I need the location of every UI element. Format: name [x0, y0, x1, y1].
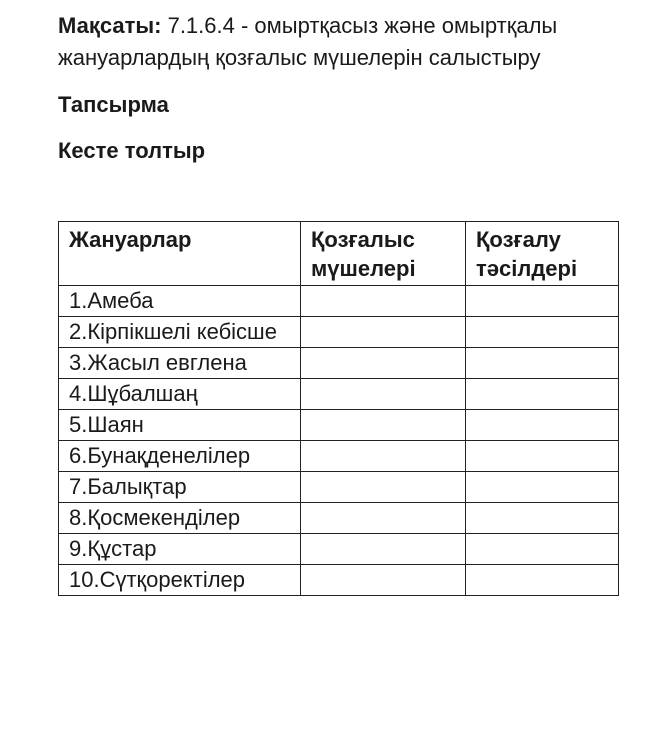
table-row: [59, 317, 619, 348]
animal-name: 9.Құстар: [59, 534, 301, 565]
table-row: [59, 348, 619, 379]
lesson-goal: [58, 10, 638, 74]
goal-text: 7.1.6.4 - омыртқасыз және омыртқалы жануарлардың қозғалыс мүшелерін салыстыру: [58, 13, 558, 70]
goal-label: Мақсаты:: [58, 13, 162, 38]
table-row: [59, 503, 619, 534]
movement-methods-cell[interactable]: [466, 441, 619, 472]
movement-methods-cell[interactable]: [466, 410, 619, 441]
header-movement-methods: Қозғалу тәсілдері: [466, 222, 619, 286]
movement-organs-cell[interactable]: [301, 472, 466, 503]
movement-methods-cell[interactable]: [466, 286, 619, 317]
animal-name: 10.Сүтқоректілер: [59, 565, 301, 596]
movement-methods-cell[interactable]: [466, 472, 619, 503]
document-page: [58, 10, 638, 164]
movement-organs-cell[interactable]: [301, 379, 466, 410]
movement-organs-cell[interactable]: [301, 348, 466, 379]
movement-methods-cell[interactable]: [466, 503, 619, 534]
movement-organs-cell[interactable]: [301, 317, 466, 348]
animals-table: [58, 221, 619, 596]
movement-organs-cell[interactable]: [301, 565, 466, 596]
animal-name: 5.Шаян: [59, 410, 301, 441]
table-row: [59, 286, 619, 317]
movement-organs-cell[interactable]: [301, 534, 466, 565]
movement-methods-cell[interactable]: [466, 534, 619, 565]
header-animals: Жануарлар: [59, 222, 301, 286]
animal-name: 4.Шұбалшаң: [59, 379, 301, 410]
movement-organs-cell[interactable]: [301, 286, 466, 317]
animal-name: 6.Бунақденелілер: [59, 441, 301, 472]
table-row: [59, 534, 619, 565]
movement-methods-cell[interactable]: [466, 317, 619, 348]
fill-table-title: Кесте толтыр: [58, 138, 206, 163]
table-row: [59, 410, 619, 441]
table-header-row: [59, 222, 619, 286]
movement-organs-cell[interactable]: [301, 503, 466, 534]
table-row: [59, 379, 619, 410]
animal-name: 7.Балықтар: [59, 472, 301, 503]
movement-methods-cell[interactable]: [466, 565, 619, 596]
animal-name: 2.Кірпікшелі кебісше: [59, 317, 301, 348]
movement-methods-cell[interactable]: [466, 348, 619, 379]
movement-methods-cell[interactable]: [466, 379, 619, 410]
animal-name: 8.Қосмекенділер: [59, 503, 301, 534]
table-row: [59, 565, 619, 596]
movement-organs-cell[interactable]: [301, 441, 466, 472]
animal-name: 3.Жасыл евглена: [59, 348, 301, 379]
table-row: [59, 441, 619, 472]
header-movement-organs: Қозғалыс мүшелері: [301, 222, 466, 286]
table-row: [59, 472, 619, 503]
task-title: Тапсырма: [58, 92, 169, 117]
movement-organs-cell[interactable]: [301, 410, 466, 441]
animal-name: 1.Амеба: [59, 286, 301, 317]
